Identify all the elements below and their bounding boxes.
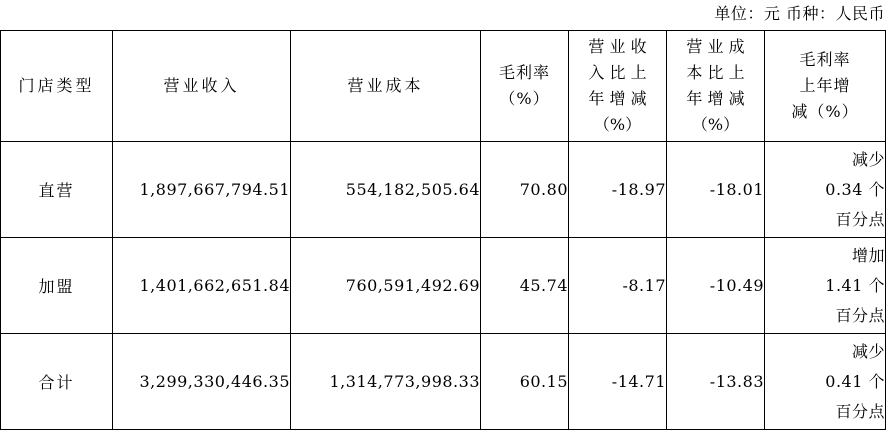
- cell-gross-margin: 70.80: [481, 142, 569, 238]
- cell-store-type: 加盟: [1, 238, 113, 334]
- cell-revenue-change: -8.17: [569, 238, 667, 334]
- cell-cost: 760,591,492.69: [291, 238, 481, 334]
- cell-cost: 554,182,505.64: [291, 142, 481, 238]
- cell-revenue: 3,299,330,446.35: [113, 334, 291, 430]
- cell-gross-margin: 45.74: [481, 238, 569, 334]
- cell-cost: 1,314,773,998.33: [291, 334, 481, 430]
- cell-gross-margin: 60.15: [481, 334, 569, 430]
- header-gross-margin: 毛利率 （%）: [481, 31, 569, 142]
- cell-gross-margin-change: 减少 0.34 个 百分点: [765, 142, 886, 238]
- header-cost: 营业成本: [291, 31, 481, 142]
- header-cost-change: 营 业 成 本 比 上 年 增 减 （%）: [667, 31, 765, 142]
- cell-gross-margin-change: 减少 0.41 个 百分点: [765, 334, 886, 430]
- table-row: [1, 238, 886, 334]
- table-row: [1, 142, 886, 238]
- table-header-row: [1, 31, 886, 142]
- cell-cost-change: -10.49: [667, 238, 765, 334]
- unit-note: 单位：元 币种：人民币: [714, 4, 885, 23]
- cell-revenue: 1,401,662,651.84: [113, 238, 291, 334]
- cell-revenue-change: -14.71: [569, 334, 667, 430]
- cell-store-type: 直营: [1, 142, 113, 238]
- financial-table: [0, 30, 886, 430]
- cell-cost-change: -18.01: [667, 142, 765, 238]
- cell-gross-margin-change: 增加 1.41 个 百分点: [765, 238, 886, 334]
- cell-revenue-change: -18.97: [569, 142, 667, 238]
- table-row: [1, 334, 886, 430]
- header-revenue-change: 营 业 收 入 比 上 年 增 减 （%）: [569, 31, 667, 142]
- cell-cost-change: -13.83: [667, 334, 765, 430]
- cell-store-type: 合计: [1, 334, 113, 430]
- header-gross-margin-change: 毛利率 上年增 减（%）: [765, 31, 886, 142]
- header-revenue: 营业收入: [113, 31, 291, 142]
- header-store-type: 门店类型: [1, 31, 113, 142]
- cell-revenue: 1,897,667,794.51: [113, 142, 291, 238]
